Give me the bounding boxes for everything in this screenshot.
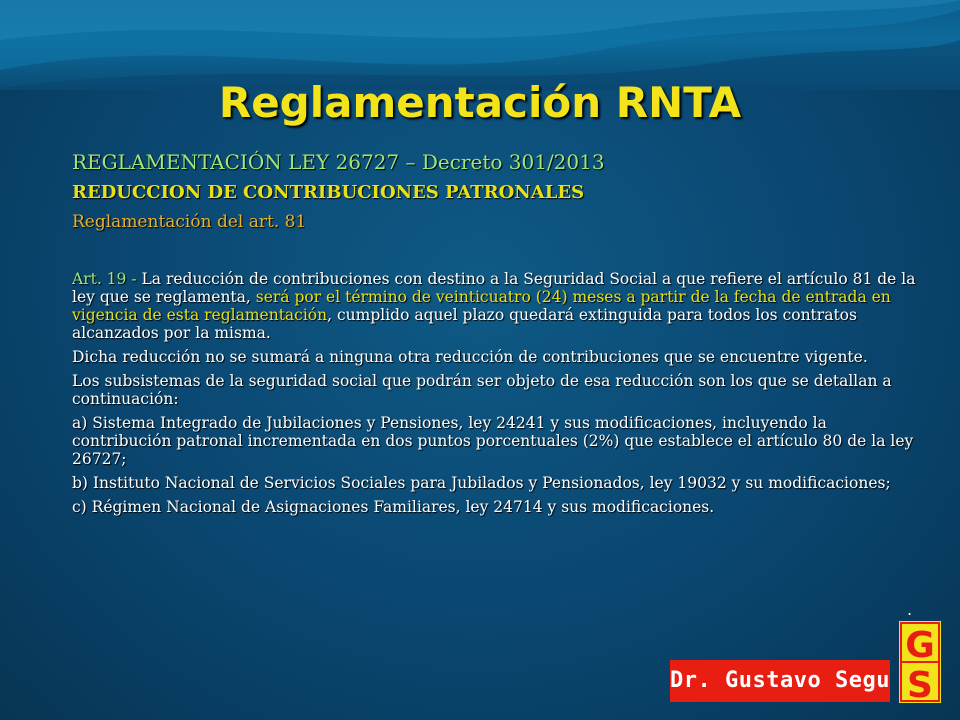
paragraph-art19-highlight: será por el término de veinticuatro (24) meses a partir de la fecha de entrada en vigencia de esta reglamentación	[72, 288, 891, 324]
paragraph-art19	[72, 270, 920, 342]
stray-dot: .	[907, 600, 913, 619]
author-name-tag: Dr. Gustavo Segu	[670, 660, 890, 702]
slide-title: Reglamentación RNTA	[218, 78, 742, 127]
subtitle-article: Reglamentación del art. 81	[72, 212, 307, 232]
header-band	[0, 0, 960, 90]
gs-logo	[899, 621, 941, 703]
paragraph-no-sum: Dicha reducción no se sumará a ninguna otra reducción de contribuciones que se encuentre vigente.	[72, 348, 868, 366]
body-text	[72, 270, 920, 522]
paragraph-subsystems: Los subsistemas de la seguridad social que podrán ser objeto de esa reducción son los que se detallan a continuación:	[72, 372, 892, 408]
list-item-a: a) Sistema Integrado de Jubilaciones y Pensiones, ley 24241 y sus modificaciones, incluyendo la contribución patronal incrementada en dos puntos porcentuales (2%) que establece el artículo 80 de la ley 26727;	[72, 414, 914, 468]
article-label: Art. 19 -	[72, 270, 142, 288]
subtitle-reduction: REDUCCION DE CONTRIBUCIONES PATRONALES	[72, 182, 585, 203]
paragraph-art19-part1: La reducción de contribuciones con destino a la Seguridad Social a que refiere el artículo 81 de la ley que se reglamenta,	[72, 270, 916, 306]
list-item-c: c) Régimen Nacional de Asignaciones Familiares, ley 24714 y sus modificaciones.	[72, 498, 715, 516]
logo-letter-s: S	[907, 665, 933, 703]
header-wave-decoration	[0, 0, 960, 90]
list-item-b: b) Instituto Nacional de Servicios Sociales para Jubilados y Pensionados, ley 19032 y su modificaciones;	[72, 474, 891, 492]
logo-letter-g: G	[905, 625, 935, 666]
subtitle-law: REGLAMENTACIÓN LEY 26727 – Decreto 301/2013	[72, 150, 605, 174]
paragraph-art19-part2: , cumplido aquel plazo quedará extinguida para todos los contratos alcanzados por la misma.	[72, 306, 857, 342]
